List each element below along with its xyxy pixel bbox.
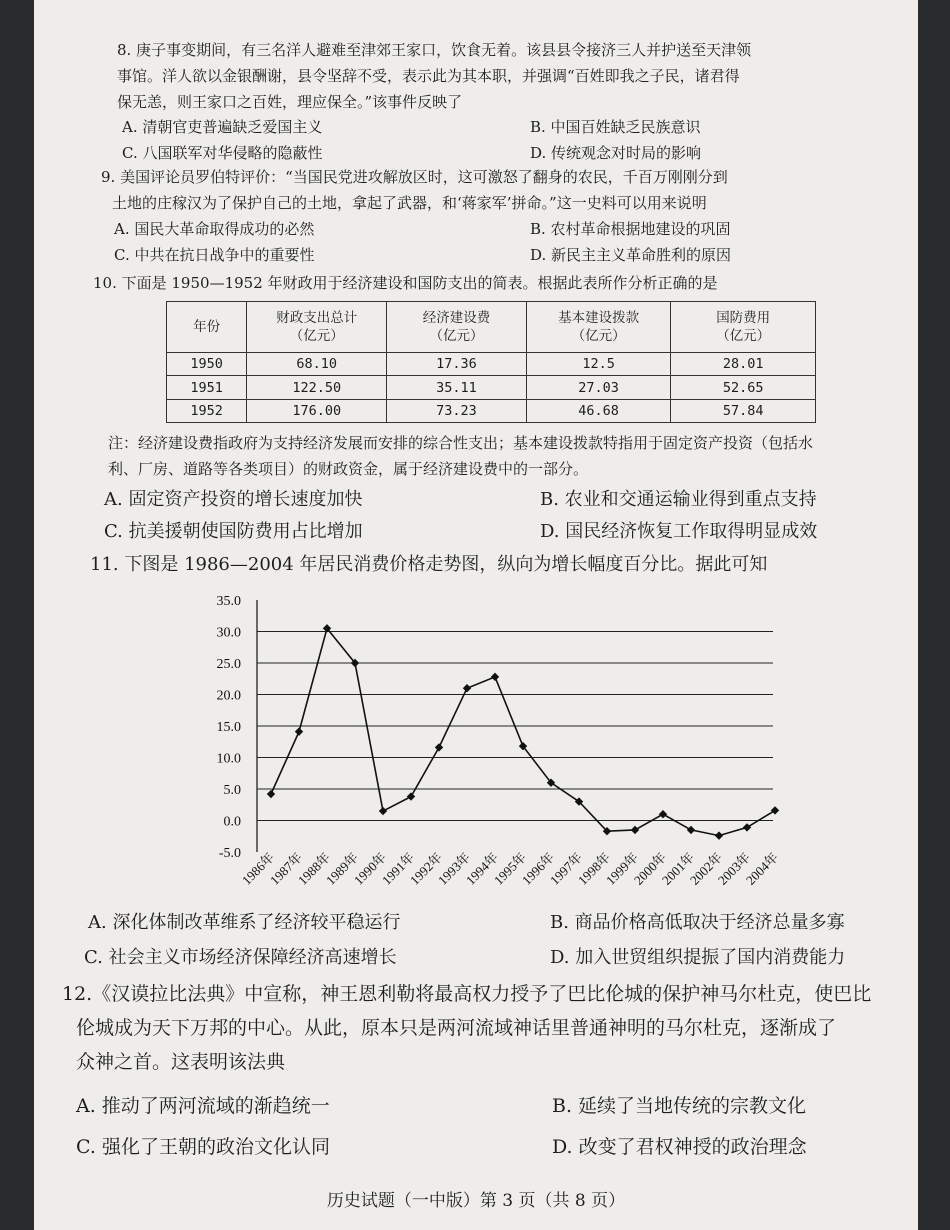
q8-option-b: B. 中国百姓缺乏民族意识: [530, 118, 701, 136]
data-point-marker: [659, 810, 667, 818]
q8-option-d: D. 传统观念对时局的影响: [530, 144, 702, 162]
q9-stem-line-1: 9. 美国评论员罗伯特评价：“当国民党进攻解放区时，这可激怒了翻身的农民，千百万刚刚分到: [101, 168, 728, 186]
table-cell: 68.10: [247, 353, 387, 376]
table-header-row: [167, 302, 816, 353]
data-point-marker: [463, 684, 471, 692]
q12-stem-line-3: 众神之首。这表明该法典: [76, 1051, 286, 1073]
data-point-marker: [771, 806, 779, 814]
table-cell: 176.00: [247, 399, 387, 422]
header-defense-unit: （亿元）: [716, 328, 771, 345]
table-row: [167, 399, 816, 422]
x-tick-label: 1990年: [350, 849, 390, 888]
table-cell: 17.36: [387, 353, 527, 376]
header-total: [247, 302, 387, 353]
q9-option-d: D. 新民主主义革命胜利的原因: [530, 246, 732, 264]
q9-option-b: B. 农村革命根据地建设的巩固: [530, 220, 731, 238]
q8-option-a: A. 清朝官吏普遍缺乏爱国主义: [122, 118, 323, 136]
data-point-marker: [687, 826, 695, 834]
x-tick-label: 2004年: [742, 849, 782, 888]
x-tick-label: 1996年: [518, 849, 558, 888]
x-tick-label: 1993年: [434, 849, 474, 888]
table-cell: 1950: [167, 353, 247, 376]
q10-option-d: D. 国民经济恢复工作取得明显成效: [540, 521, 818, 542]
data-point-marker: [491, 673, 499, 681]
y-tick-label: 20.0: [216, 688, 241, 704]
header-year: 年份: [167, 302, 247, 353]
header-defense: [671, 302, 816, 353]
table-cell: 57.84: [671, 399, 816, 422]
x-tick-label: 1992年: [406, 849, 446, 888]
data-point-marker: [379, 807, 387, 815]
q12-option-b: B. 延续了当地传统的宗教文化: [552, 1095, 807, 1117]
header-capital-label: 基本建设拨款: [558, 309, 640, 326]
y-tick-label: 25.0: [216, 657, 241, 672]
data-point-marker: [435, 743, 443, 751]
x-tick-label: 2001年: [658, 849, 698, 888]
table-cell: 122.50: [247, 376, 387, 399]
q12-stem-line-1: 12.《汉谟拉比法典》中宣称，神王恩利勒将最高权力授予了巴比伦城的保护神马尔杜克，使巴比: [62, 983, 872, 1005]
q12-option-c: C. 强化了王朝的政治文化认同: [76, 1136, 330, 1158]
page-footer: 历史试题（一中版）第 3 页（共 8 页）: [326, 1191, 626, 1211]
header-defense-label: 国防费用: [716, 309, 771, 326]
table-row: [167, 376, 816, 399]
header-total-label: 财政支出总计: [276, 309, 358, 326]
q12-stem-line-2: 伦城成为天下万邦的中心。从此，原本只是两河流域神话里普通神明的马尔杜克，逐渐成了: [76, 1017, 837, 1039]
data-point-marker: [267, 790, 275, 798]
q11-option-a: A. 深化体制改革维系了经济较平稳运行: [88, 912, 401, 933]
data-point-marker: [631, 826, 639, 834]
q10-note-line-1: 注：经济建设费指政府为支持经济发展而安排的综合性支出；基本建设拨款特指用于固定资产投资（包括水: [108, 434, 814, 452]
q11-option-d: D. 加入世贸组织提振了国内消费能力: [550, 947, 846, 968]
table-cell: 27.03: [526, 376, 671, 399]
x-tick-label: 1998年: [574, 849, 614, 888]
q10-option-c: C. 抗美援朝使国防费用占比增加: [104, 521, 363, 542]
y-tick-label: 10.0: [216, 751, 241, 767]
data-point-marker: [407, 792, 415, 800]
x-tick-label: 1991年: [378, 849, 418, 888]
x-tick-label: 1995年: [490, 849, 530, 888]
x-tick-label: 1988年: [294, 849, 334, 888]
header-econ-label: 经济建设费: [422, 309, 491, 326]
q8-stem-line-1: 8. 庚子事变期间，有三名洋人避难至津郊王家口，饮食无着。该县县令接济三人并护送至天津领: [117, 41, 752, 59]
data-point-marker: [715, 831, 723, 839]
x-tick-label: 1999年: [602, 849, 642, 888]
table-cell: 73.23: [387, 399, 527, 422]
table-cell: 46.68: [526, 399, 671, 422]
y-tick-label: 35.0: [216, 594, 241, 609]
q8-option-c: C. 八国联军对华侵略的隐蔽性: [122, 144, 323, 162]
x-tick-label: 1989年: [322, 849, 362, 888]
x-tick-label: 2003年: [714, 849, 754, 888]
table-cell: 35.11: [387, 376, 527, 399]
cpi-line-chart: [195, 585, 795, 897]
header-capital: [526, 302, 671, 353]
y-tick-label: 15.0: [216, 720, 241, 735]
q12-option-a: A. 推动了两河流域的渐趋统一: [76, 1095, 330, 1117]
y-tick-label: 0.0: [223, 814, 241, 830]
table-cell: 52.65: [671, 376, 816, 399]
x-tick-label: 1987年: [266, 849, 306, 888]
q10-option-b: B. 农业和交通运输业得到重点支持: [540, 489, 817, 510]
q11-stem: 11. 下图是 1986—2004 年居民消费价格走势图，纵向为增长幅度百分比。据此可知: [90, 554, 768, 575]
header-capital-unit: （亿元）: [571, 328, 626, 345]
table-cell: 12.5: [526, 353, 671, 376]
q11-option-b: B. 商品价格高低取决于经济总量多寡: [550, 912, 845, 933]
x-tick-label: 1994年: [462, 849, 502, 888]
y-tick-label: -5.0: [218, 846, 241, 861]
y-tick-label: 30.0: [216, 625, 241, 641]
x-tick-label: 1997年: [546, 849, 586, 888]
q12-option-d: D. 改变了君权神授的政治理念: [552, 1136, 807, 1158]
data-point-marker: [743, 823, 751, 831]
cpi-series-line: [271, 628, 775, 835]
q8-stem-line-3: 保无恙，则王家口之百姓，理应保全。”该事件反映了: [117, 93, 463, 111]
q8-stem-line-2: 事馆。洋人欲以金银酬谢，县令坚辞不受，表示此为其本职，并强调“百姓即我之子民，诸君得: [117, 67, 740, 85]
data-point-marker: [295, 727, 303, 735]
x-tick-label: 2000年: [630, 849, 670, 888]
q10-option-a: A. 固定资产投资的增长速度加快: [104, 489, 363, 510]
table-row: [167, 353, 816, 376]
q11-option-c: C. 社会主义市场经济保障经济高速增长: [84, 947, 397, 968]
header-econ-unit: （亿元）: [429, 328, 484, 345]
q9-option-c: C. 中共在抗日战争中的重要性: [114, 246, 315, 264]
y-tick-label: 5.0: [223, 783, 241, 798]
header-econ: [387, 302, 527, 353]
table-cell: 1951: [167, 376, 247, 399]
x-tick-label: 1986年: [238, 849, 278, 888]
header-total-unit: （亿元）: [289, 328, 344, 345]
table-cell: 1952: [167, 399, 247, 422]
table-cell: 28.01: [671, 353, 816, 376]
x-tick-label: 2002年: [686, 849, 726, 888]
fiscal-table: [166, 301, 816, 423]
q10-note-line-2: 利、厂房、道路等各类项目）的财政资金，属于经济建设费中的一部分。: [108, 460, 589, 478]
q10-stem: 10. 下面是 1950—1952 年财政用于经济建设和国防支出的简表。根据此表所作分析正确的是: [93, 274, 718, 292]
q9-option-a: A. 国民大革命取得成功的必然: [114, 220, 315, 238]
q9-stem-line-2: 土地的庄稼汉为了保护自己的土地，拿起了武器，和‘蒋家军’拼命。”这一史料可以用来说明: [112, 194, 707, 212]
